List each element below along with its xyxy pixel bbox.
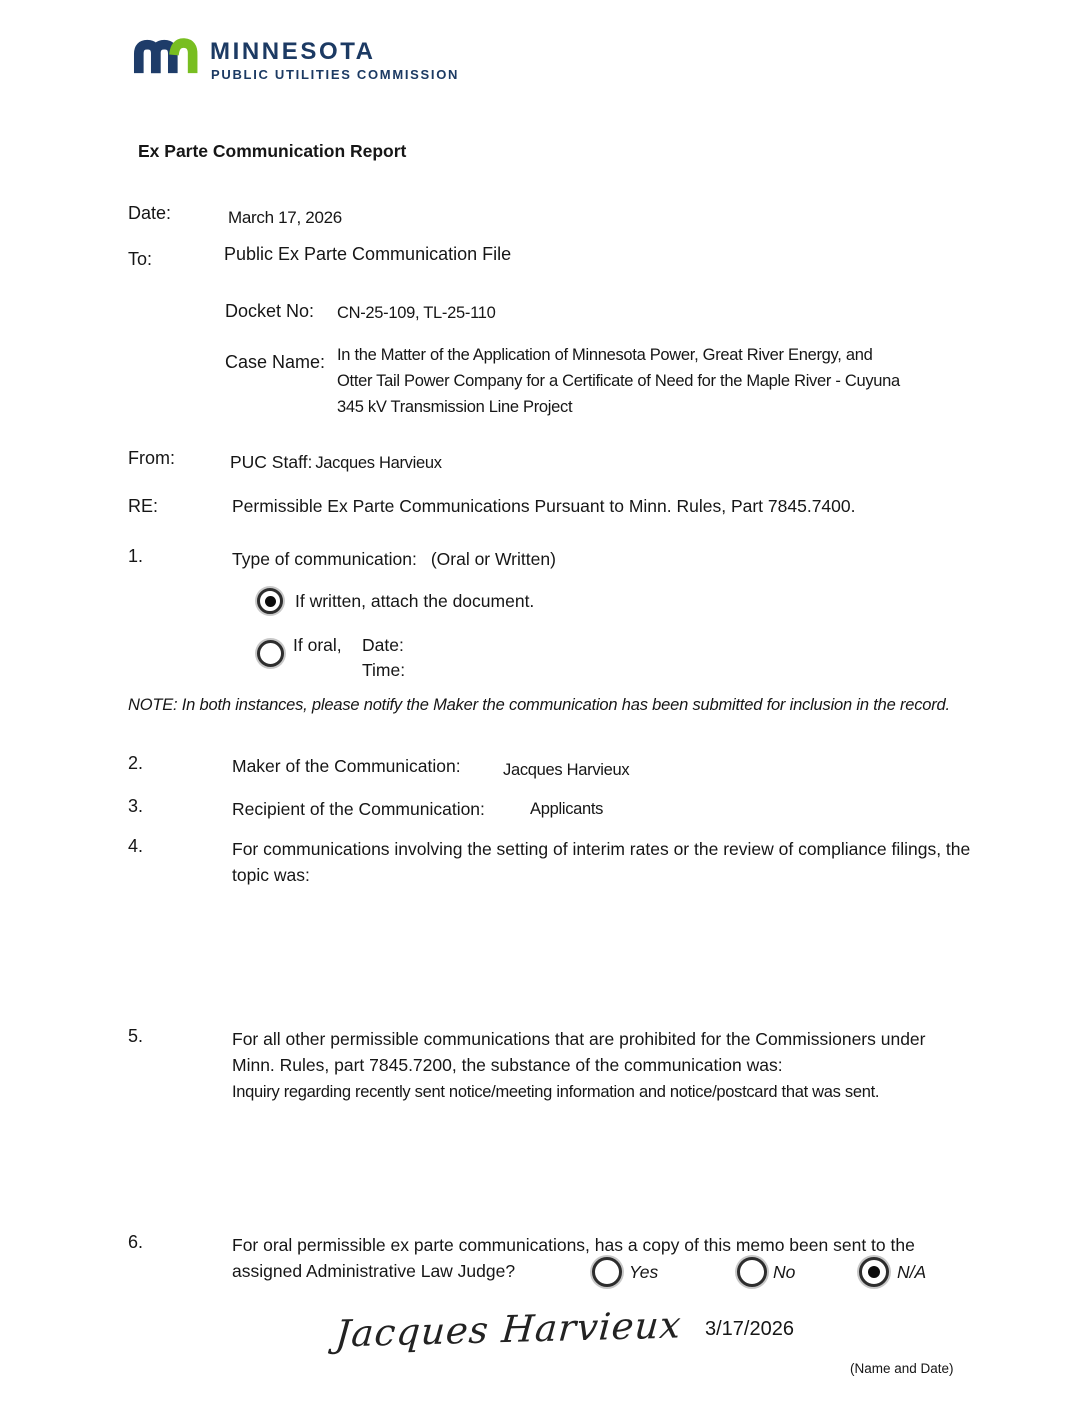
to-value: Public Ex Parte Communication File <box>224 244 512 264</box>
item4-number: 4. <box>128 836 144 856</box>
item2-number: 2. <box>128 753 144 773</box>
date-label: Date: <box>128 203 172 223</box>
from-value <box>230 452 442 473</box>
if-oral-label: If oral, <box>293 635 342 655</box>
brand-wordmark: MINNESOTA <box>210 38 376 65</box>
case-name-line: In the Matter of the Application of Minnesota Power, Great River Energy, and <box>337 346 873 364</box>
radio-no[interactable] <box>737 1257 767 1287</box>
case-name-value <box>337 342 900 420</box>
item2-text: Maker of the Communication: <box>232 756 461 776</box>
item3-number: 3. <box>128 796 144 816</box>
item5-value: Inquiry regarding recently sent notice/meeting information and notice/postcard that was sent. <box>232 1083 880 1101</box>
radio-na[interactable] <box>859 1257 889 1287</box>
item5-text: For all other permissible communications that are prohibited for the Commissioners under Minn. Rules, part 7845.7200, the substance of the communication was: <box>232 1029 926 1075</box>
no-label: No <box>773 1262 796 1282</box>
radio-if-oral[interactable] <box>257 640 284 667</box>
item2-value: Jacques Harvieux <box>503 761 630 779</box>
re-label: RE: <box>128 496 159 516</box>
brand-tagline: PUBLIC UTILITIES COMMISSION <box>211 67 460 82</box>
item1-question: Type of communication: <box>232 549 417 569</box>
case-name-label: Case Name: <box>225 352 326 372</box>
radio-if-written[interactable] <box>257 588 283 614</box>
docket-value: CN-25-109, TL-25-110 <box>337 304 496 322</box>
radio-dot <box>265 596 276 607</box>
note-text: NOTE: In both instances, please notify the Maker the communication has been submitted for inclusion in the record. <box>128 696 950 714</box>
signature-date: 3/17/2026 <box>705 1318 794 1340</box>
item4-text: For communications involving the setting of interim rates or the review of compliance filings, the topic was: <box>232 839 971 885</box>
case-name-line: 345 kV Transmission Line Project <box>337 398 573 416</box>
to-label: To: <box>128 249 153 269</box>
date-value: March 17, 2026 <box>228 208 342 227</box>
if-written-label: If written, attach the document. <box>295 591 535 611</box>
docket-label: Docket No: <box>225 301 315 321</box>
item5-number: 5. <box>128 1026 144 1046</box>
mn-state-logo-icon <box>132 27 200 84</box>
item3-value: Applicants <box>530 800 604 818</box>
oral-time-label: Time: <box>362 660 406 680</box>
item1-number: 1. <box>128 546 144 566</box>
yes-label: Yes <box>629 1262 659 1282</box>
from-label: From: <box>128 448 175 468</box>
re-value: Permissible Ex Parte Communications Pursuant to Minn. Rules, Part 7845.7400. <box>232 496 856 516</box>
item6-text: For oral permissible ex parte communications, has a copy of this memo been sent to the assigned Administrative Law Judge? <box>232 1235 915 1281</box>
radio-dot <box>868 1266 880 1278</box>
oral-date-label: Date: <box>362 635 404 655</box>
na-label: N/A <box>897 1262 927 1282</box>
item1-text <box>232 546 556 572</box>
from-name: Jacques Harvieux <box>315 454 442 472</box>
radio-yes[interactable] <box>592 1257 622 1287</box>
page-title: Ex Parte Communication Report <box>138 141 407 161</box>
from-prefix: PUC Staff: <box>230 452 313 472</box>
item6-number: 6. <box>128 1232 144 1252</box>
case-name-line: Otter Tail Power Company for a Certificate of Need for the Maple River - Cuyuna <box>337 372 900 390</box>
item1-suffix: (Oral or Written) <box>430 549 556 569</box>
signature-handwritten: Jacques Harvieux <box>333 1303 684 1356</box>
signature-caption: (Name and Date) <box>850 1361 954 1376</box>
item3-text: Recipient of the Communication: <box>232 799 485 819</box>
